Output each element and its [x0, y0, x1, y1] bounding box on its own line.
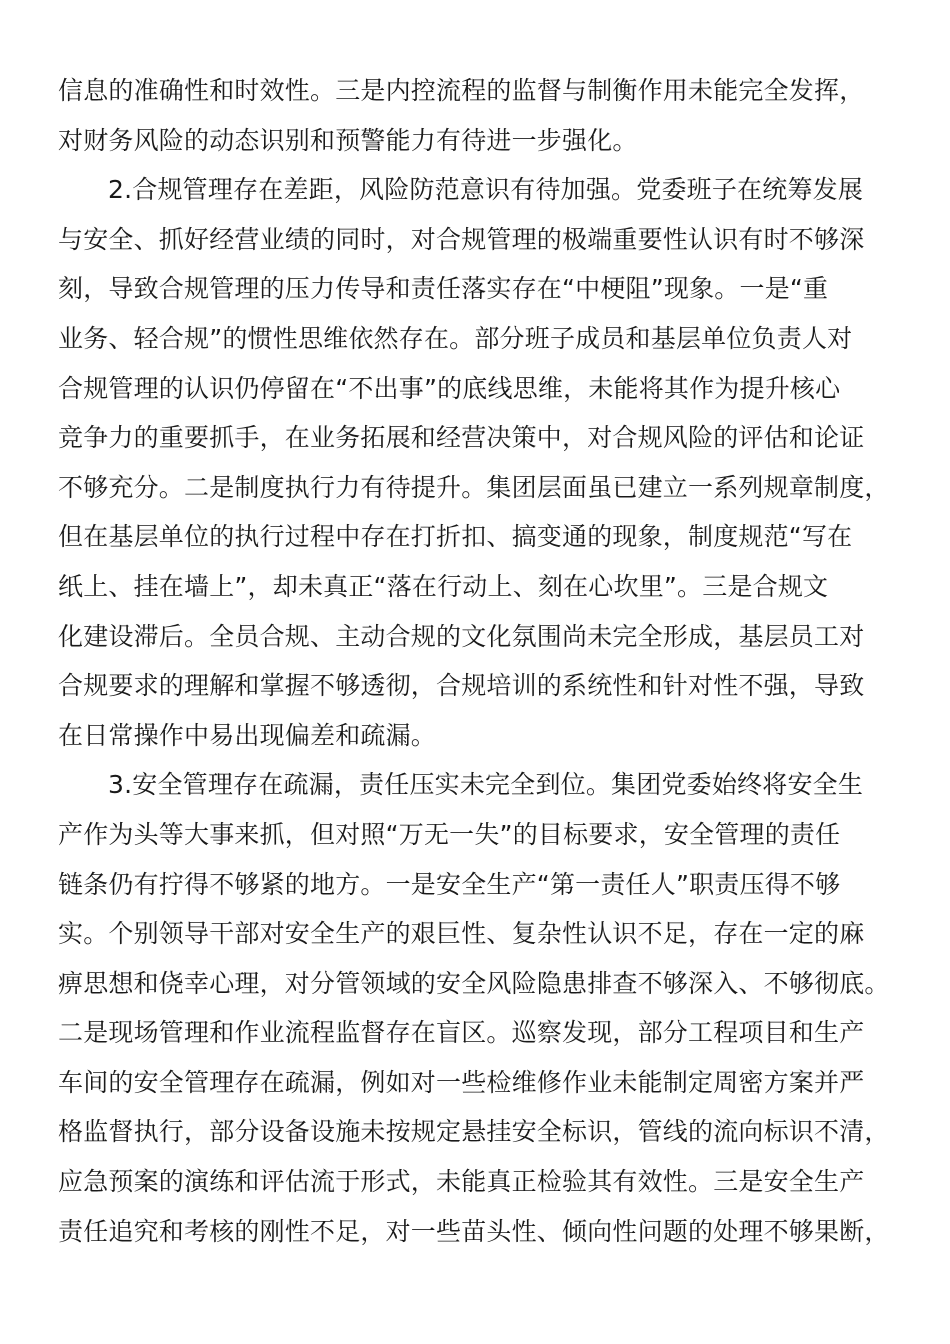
text-line: 合规要求的理解和掌握不够透彻，合规培训的系统性和针对性不强，导致 [58, 671, 865, 701]
text-line: 与安全、抓好经营业绩的同时，对合规管理的极端重要性认识有时不够深 [58, 224, 865, 254]
text-line: 格监督执行，部分设备设施未按规定悬挂安全标识，管线的流向标识不清， [58, 1117, 890, 1147]
text-line: 应急预案的演练和评估流于形式，未能真正检验其有效性。三是安全生产 [58, 1167, 865, 1197]
text-line: 对财务风险的动态识别和预警能力有待进一步强化。 [58, 125, 638, 155]
text-line: 链条仍有拧得不够紧的地方。一是安全生产“第一责任人”职责压得不够 [58, 869, 841, 899]
text-line: 但在基层单位的执行过程中存在打折扣、搞变通的现象，制度规范“写在 [58, 522, 853, 552]
text-line: 合规管理的认识仍停留在“不出事”的底线思维，未能将其作为提升核心 [58, 373, 841, 403]
section-2-heading-line: 2.合规管理存在差距，风险防范意识有待加强。党委班子在统筹发展 [108, 175, 864, 205]
text-line: 竞争力的重要抓手，在业务拓展和经营决策中，对合规风险的评估和论证 [58, 423, 865, 453]
text-line: 化建设滞后。全员合规、主动合规的文化氛围尚未完全形成，基层员工对 [58, 621, 865, 651]
text-line: 业务、轻合规”的惯性思维依然存在。部分班子成员和基层单位负责人对 [58, 323, 853, 353]
text-line: 产作为头等大事来抓，但对照“万无一失”的目标要求，安全管理的责任 [58, 819, 841, 849]
text-line: 不够充分。二是制度执行力有待提升。集团层面虽已建立一系列规章制度， [58, 472, 890, 502]
text-line: 信息的准确性和时效性。三是内控流程的监督与制衡作用未能完全发挥， [58, 76, 865, 105]
document-body [58, 66, 898, 1256]
text-line: 刻，导致合规管理的压力传导和责任落实存在“中梗阻”现象。一是“重 [58, 274, 829, 304]
text-line: 实。个别领导干部对安全生产的艰巨性、复杂性认识不足，存在一定的麻 [58, 919, 865, 949]
section-3-heading-line: 3.安全管理存在疏漏，责任压实未完全到位。集团党委始终将安全生 [108, 770, 864, 800]
text-line: 在日常操作中易出现偏差和疏漏。 [58, 720, 437, 750]
text-line: 责任追究和考核的刚性不足，对一些苗头性、倾向性问题的处理不够果断， [58, 1216, 890, 1246]
text-line: 车间的安全管理存在疏漏，例如对一些检维修作业未能制定周密方案并严 [58, 1067, 865, 1097]
text-line: 纸上、挂在墙上”，却未真正“落在行动上、刻在心坎里”。三是合规文 [58, 571, 829, 601]
text-line: 二是现场管理和作业流程监督存在盲区。巡察发现，部分工程项目和生产 [58, 1018, 865, 1048]
text-line: 痹思想和侥幸心理，对分管领域的安全风险隐患排查不够深入、不够彻底。 [58, 968, 890, 998]
